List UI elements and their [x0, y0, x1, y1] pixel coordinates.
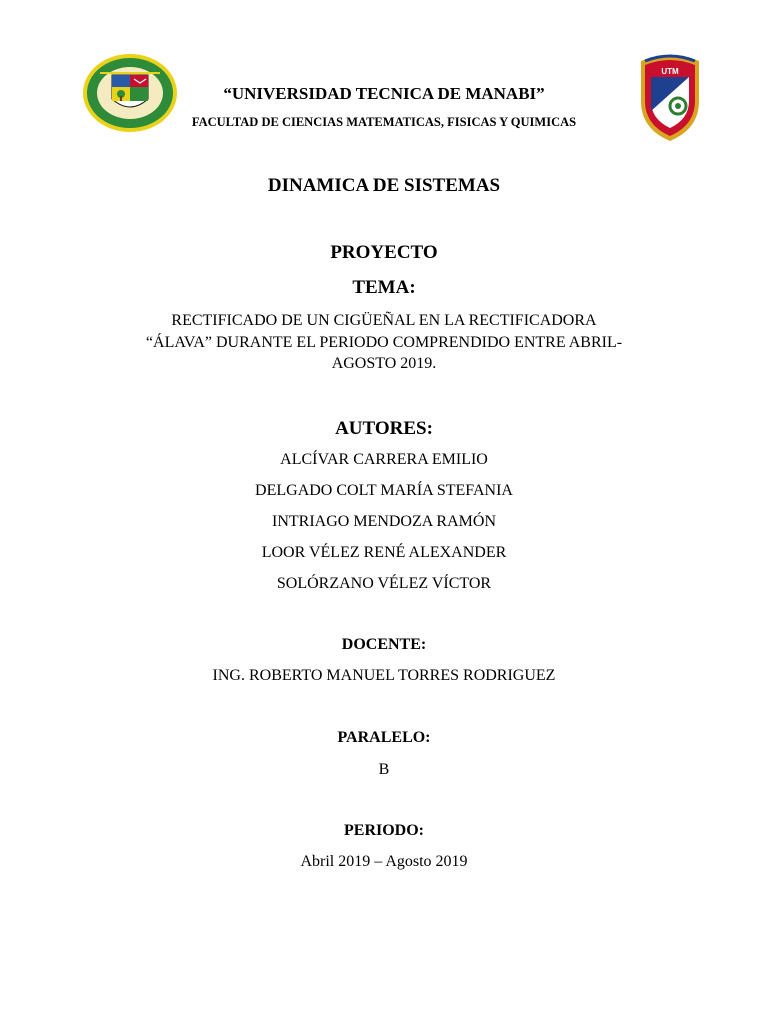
teacher-name: ING. ROBERTO MANUEL TORRES RODRIGUEZ [212, 667, 556, 684]
period-value: Abril 2019 – Agosto 2019 [300, 853, 468, 870]
period-label: PERIODO: [344, 822, 424, 839]
author-name: SOLÓRZANO VÉLEZ VÍCTOR [276, 575, 492, 592]
university-name: “UNIVERSIDAD TECNICA DE MANABI” [223, 84, 545, 103]
author-name: ALCÍVAR CARRERA EMILIO [280, 451, 488, 468]
topic-line-1: RECTIFICADO DE UN CIGÜEÑAL EN LA RECTIFICADORA [171, 312, 597, 329]
author-name: DELGADO COLT MARÍA STEFANIA [255, 482, 513, 499]
section-label: PARALELO: [337, 729, 431, 746]
project-label: PROYECTO [330, 242, 438, 263]
section-value: B [378, 761, 390, 778]
topic-text [100, 310, 668, 375]
faculty-name: FACULTAD DE CIENCIAS MATEMATICAS, FISICAS Y QUIMICAS [191, 115, 577, 129]
utm-shield-text: UTM [661, 67, 679, 76]
topic-label: TEMA: [352, 277, 416, 298]
authors-label: AUTORES: [335, 418, 433, 439]
course-title: DINAMICA DE SISTEMAS [267, 175, 501, 196]
author-name: INTRIAGO MENDOZA RAMÓN [272, 513, 496, 530]
topic-line-3: AGOSTO 2019. [331, 355, 437, 372]
teacher-label: DOCENTE: [341, 636, 427, 653]
topic-line-2: “ÁLAVA” DURANTE EL PERIODO COMPRENDIDO ENTRE ABRIL- [145, 333, 623, 351]
author-name: LOOR VÉLEZ RENÉ ALEXANDER [261, 544, 507, 561]
